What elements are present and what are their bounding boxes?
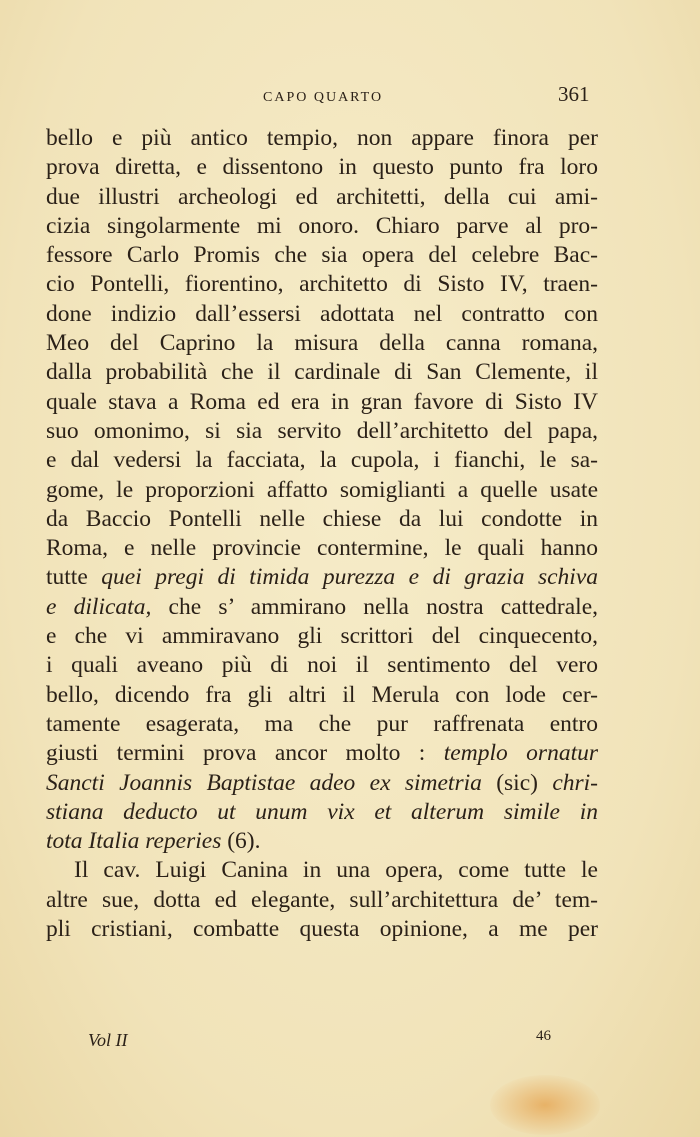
text-line — [46, 915, 598, 944]
text-line — [46, 886, 598, 915]
italic-text-segment: stiana deducto ut unum vix et alterum simile in — [46, 798, 598, 825]
text-segment: dalla probabilità che il cardinale di San Clemente, il — [46, 359, 598, 386]
text-segment: e che vi ammiravano gli scrittori del cinquecento, — [46, 623, 598, 650]
text-line — [46, 300, 598, 329]
text-line — [46, 798, 598, 827]
text-segment: gome, le proporzioni affatto somiglianti a quelle usate — [46, 476, 598, 503]
text-line — [46, 212, 598, 241]
text-line — [46, 681, 598, 710]
text-segment: giusti termini prova ancor molto : — [46, 740, 444, 767]
italic-text-segment: quei pregi di timida purezza e di grazia schiva — [101, 564, 598, 591]
text-line — [46, 329, 598, 358]
italic-text-segment: templo ornatur — [443, 740, 598, 767]
text-segment: che s’ ammirano nella nostra cattedrale, — [151, 593, 599, 620]
text-line — [46, 593, 598, 622]
text-segment: cio Pontelli, fiorentino, architetto di Sisto IV, traen- — [46, 271, 598, 298]
text-segment: Roma, e nelle provincie contermine, le quali hanno — [46, 535, 598, 562]
text-segment: fessore Carlo Promis che sia opera del celebre Bac- — [46, 242, 598, 269]
paper-stain — [490, 1075, 600, 1135]
running-head: CAPO QUARTO — [263, 90, 384, 105]
text-line — [46, 505, 598, 534]
text-line — [46, 446, 598, 475]
text-line — [46, 476, 598, 505]
text-segment: suo omonimo, si sia servito dell’architetto del papa, — [46, 417, 598, 444]
body-text — [46, 124, 598, 944]
page-number: 361 — [558, 82, 590, 106]
signature-mark-number: 46 — [536, 1028, 551, 1044]
text-segment: (6). — [221, 828, 261, 855]
text-segment: done indizio dall’essersi adottata nel contratto con — [46, 300, 598, 327]
text-segment: cizia singolarmente mi onoro. Chiaro parve al pro- — [46, 212, 598, 239]
text-line — [46, 827, 598, 856]
text-segment: tutte — [46, 564, 102, 591]
text-line — [46, 183, 598, 212]
text-segment: bello e più antico tempio, non appare finora per — [46, 125, 598, 151]
text-line — [46, 651, 598, 680]
text-line — [46, 710, 598, 739]
text-line — [46, 241, 598, 270]
text-line — [46, 534, 598, 563]
text-segment: da Baccio Pontelli nelle chiese da lui condotte in — [46, 505, 598, 532]
text-line — [46, 563, 598, 592]
text-segment: pli cristiani, combatte questa opinione, a me per — [46, 916, 598, 943]
signature-mark-volume: Vol II — [88, 1030, 128, 1050]
text-line — [46, 417, 598, 446]
text-segment: i quali aveano più di noi il sentimento del vero — [46, 652, 598, 679]
text-line — [46, 739, 598, 768]
italic-text-segment: tota Italia reperies — [46, 828, 222, 855]
italic-text-segment: Sancti Joannis Baptistae adeo ex simetria — [46, 769, 482, 796]
text-segment: Meo del Caprino la misura della canna romana, — [46, 330, 598, 357]
text-line — [46, 153, 598, 182]
text-line — [46, 856, 598, 885]
text-line — [46, 622, 598, 651]
text-segment: (sic) — [481, 769, 553, 796]
text-line — [46, 358, 598, 387]
text-segment: prova diretta, e dissentono in questo punto fra loro — [46, 154, 598, 181]
text-segment: altre sue, dotta ed elegante, sull’architettura de’ tem- — [46, 886, 598, 913]
text-segment: Il cav. Luigi Canina in una opera, come tutte le — [74, 857, 598, 884]
text-line — [46, 124, 598, 153]
text-line — [46, 270, 598, 299]
text-line — [46, 769, 598, 798]
text-segment: tamente esagerata, ma che pur raffrenata entro — [46, 710, 598, 737]
text-segment: e dal vedersi la facciata, la cupola, i fianchi, le sa- — [46, 447, 598, 474]
text-segment: quale stava a Roma ed era in gran favore di Sisto IV — [46, 388, 598, 415]
text-line — [46, 388, 598, 417]
italic-text-segment: chri- — [552, 769, 598, 796]
italic-text-segment: e dilicata, — [46, 593, 152, 620]
text-segment: due illustri archeologi ed architetti, della cui ami- — [46, 183, 598, 210]
text-segment: bello, dicendo fra gli altri il Merula con lode cer- — [46, 681, 598, 708]
